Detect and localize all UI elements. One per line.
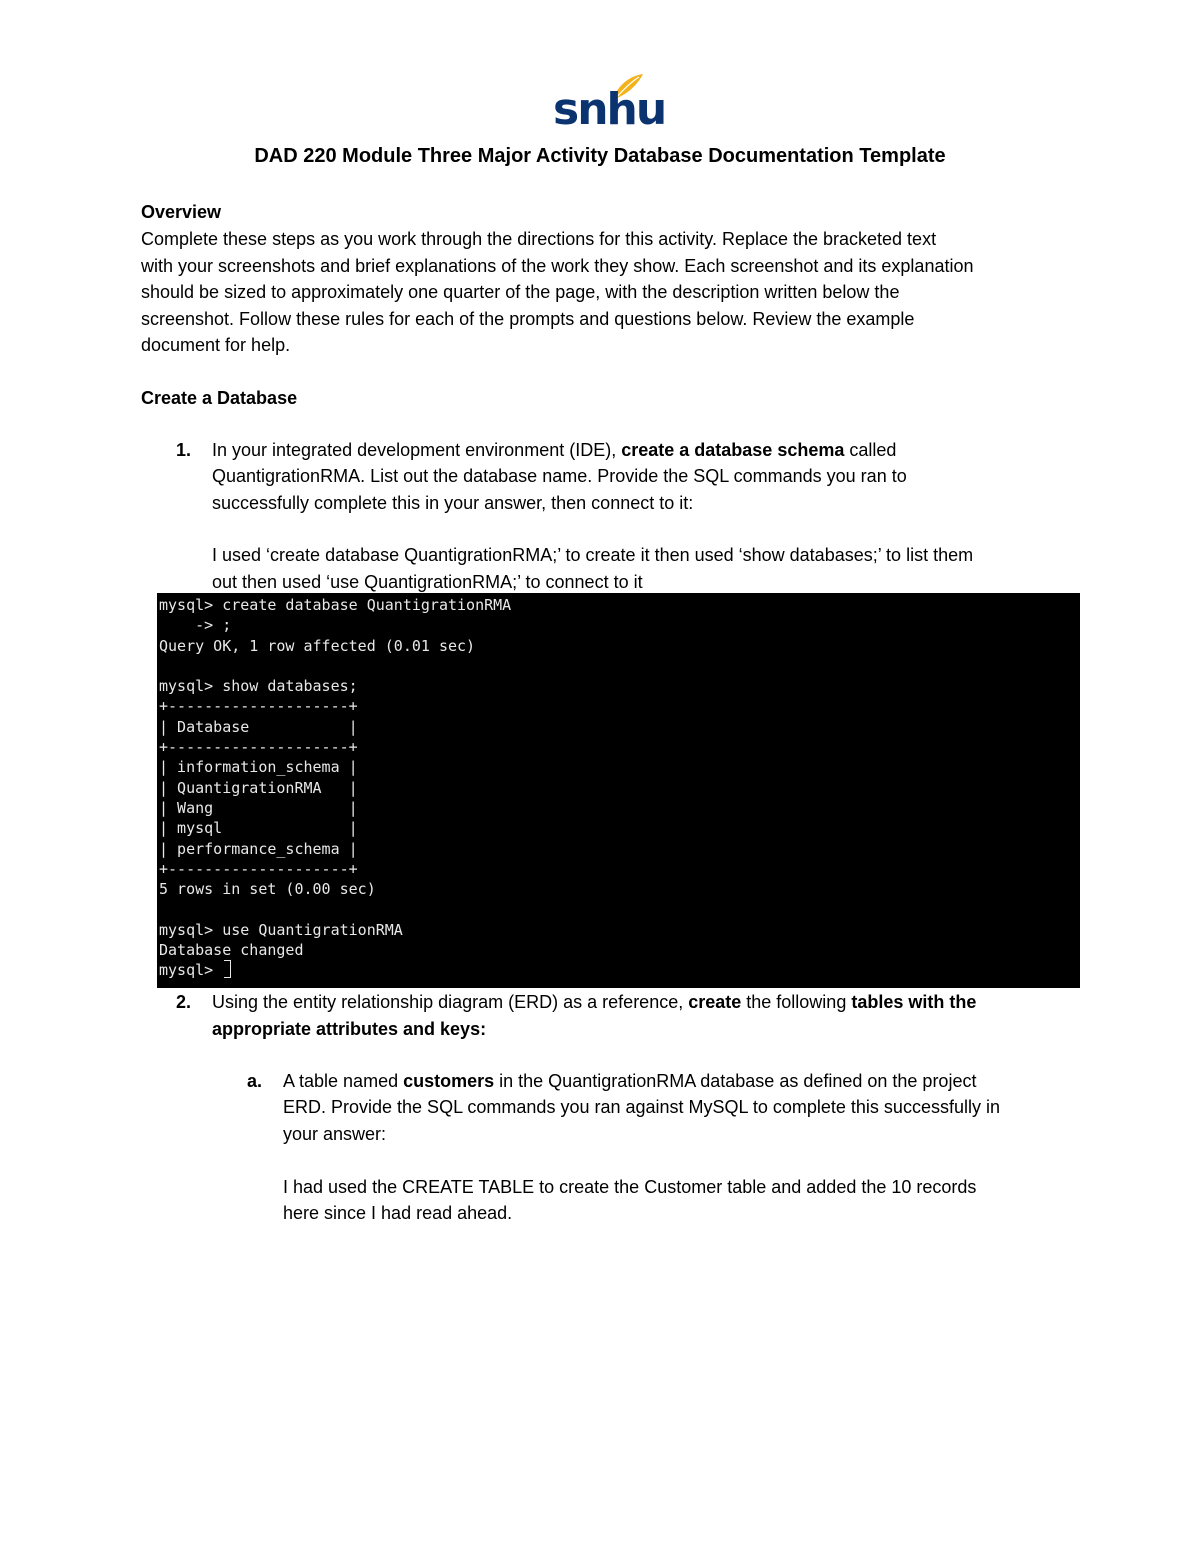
step-2-text: Using the entity relationship diagram (ERD) as a reference,: [212, 992, 689, 1012]
terminal-prompt-line: [159, 960, 231, 980]
terminal-line: | performance_schema |: [159, 840, 358, 858]
step-1-line: [212, 437, 896, 464]
step-1-answer: I used ‘create database QuantigrationRMA;’ to create it then used ‘show databases;’ to list them: [212, 545, 974, 565]
step-1-number: 1.: [176, 440, 192, 460]
overview-line: should be sized to approximately one quarter of the page, with the description written below the: [141, 282, 900, 302]
substep-a-text: A table named: [283, 1071, 404, 1091]
terminal-line: Query OK, 1 row affected (0.01 sec): [159, 637, 476, 655]
substep-a-line: your answer:: [283, 1124, 387, 1144]
step-1-answer: out then used ‘use QuantigrationRMA;’ to connect to it: [212, 572, 643, 592]
overview-line: with your screenshots and brief explanations of the work they show. Each screenshot and its explanation: [141, 256, 974, 276]
step-1-text: called: [844, 440, 897, 460]
substep-a-text: in the QuantigrationRMA database as defined on the project: [494, 1071, 977, 1091]
step-2-line: [212, 989, 976, 1016]
step-2-bold: create: [688, 992, 742, 1012]
step-1-bold: create a database schema: [621, 440, 845, 460]
terminal-line: Database changed: [159, 941, 304, 959]
terminal-line: -> ;: [159, 616, 232, 634]
snhu-logo: [553, 72, 666, 135]
substep-a-letter: a.: [247, 1071, 263, 1091]
terminal-line: 5 rows in set (0.00 sec): [159, 880, 376, 898]
terminal-screenshot: [157, 593, 1080, 988]
step-2-bold: tables with the: [851, 992, 977, 1012]
substep-a-answer: here since I had read ahead.: [283, 1203, 513, 1223]
step-2-text: the following: [741, 992, 852, 1012]
overview-line: Complete these steps as you work through the directions for this activity. Replace the bracketed text: [141, 229, 937, 249]
step-2-number: 2.: [176, 992, 192, 1012]
terminal-line: | information_schema |: [159, 758, 358, 776]
terminal-line: mysql> use QuantigrationRMA: [159, 921, 403, 939]
step-1-line: QuantigrationRMA. List out the database name. Provide the SQL commands you ran to: [212, 466, 907, 486]
substep-a-line: [283, 1068, 976, 1095]
terminal-line: | QuantigrationRMA |: [159, 779, 358, 797]
overview-line: screenshot. Follow these rules for each of the prompts and questions below. Review the example: [141, 309, 915, 329]
substep-a-bold: customers: [403, 1071, 495, 1091]
overview-line: document for help.: [141, 335, 291, 355]
substep-a-line: ERD. Provide the SQL commands you ran against MySQL to complete this successfully in: [283, 1097, 1000, 1117]
substep-a-answer: I had used the CREATE TABLE to create the Customer table and added the 10 records: [283, 1177, 977, 1197]
terminal-cursor: [224, 960, 231, 978]
terminal-prompt: mysql>: [159, 961, 223, 979]
terminal-line: | Wang |: [159, 799, 358, 817]
terminal-line: mysql> show databases;: [159, 677, 358, 695]
overview-heading: Overview: [141, 202, 222, 222]
terminal-line: | Database |: [159, 718, 358, 736]
create-database-heading: Create a Database: [141, 388, 298, 408]
document-title: DAD 220 Module Three Major Activity Database Documentation Template: [254, 145, 946, 167]
step-1-line: successfully complete this in your answer, then connect to it:: [212, 493, 694, 513]
terminal-line: +--------------------+: [159, 697, 358, 715]
step-2-line: appropriate attributes and keys:: [212, 1019, 487, 1039]
terminal-line: +--------------------+: [159, 738, 358, 756]
step-1-text: In your integrated development environment (IDE),: [212, 440, 622, 460]
terminal-line: mysql> create database QuantigrationRMA: [159, 596, 512, 614]
terminal-line: +--------------------+: [159, 860, 358, 878]
terminal-line: | mysql |: [159, 819, 358, 837]
logo-text: snhu: [553, 84, 666, 135]
